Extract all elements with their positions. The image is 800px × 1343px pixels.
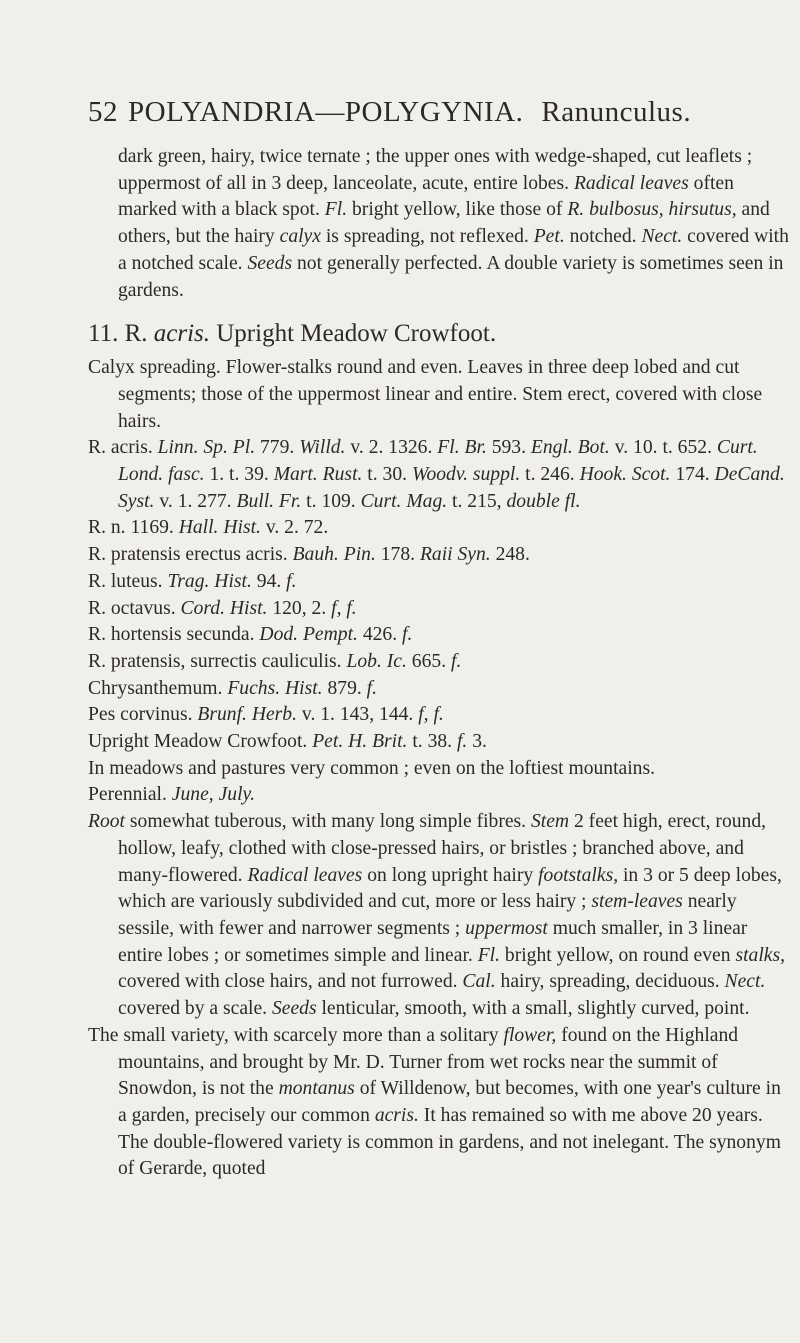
synonym-entry: R. octavus. Cord. Hist. 120, 2. f, f. [88, 597, 357, 619]
synonym-list [88, 435, 792, 755]
synonym-entry: R. n. 1169. Hall. Hist. v. 2. 72. [88, 517, 329, 539]
synonym-entry: Chrysanthemum. Fuchs. Hist. 879. f. [88, 677, 378, 699]
description-paragraph: Root somewhat tuberous, with many long simple fibres. Stem 2 feet high, erect, round, hollow, leafy, clothed with close-pressed hairs, or bristles ; branched above, and many-flowered. Radical leaves on long upright hairy footstalks, in 3 or 5 deep lobes, which are variously subdivided and cut, more or less hairy ; stem-leaves nearly sessile, with fewer and narrower segments ; uppermost much smaller, in 3 linear entire lobes ; or sometimes simple and linear. Fl. bright yellow, on round even stalks, covered with close hairs, and not furrowed. Cal. hairy, spreading, deciduous. Nect. covered by a scale. Seeds lenticular, smooth, with a small, slightly curved, point. [88, 811, 785, 1020]
body-text [88, 144, 792, 1183]
remarks-paragraph: The small variety, with scarcely more than a solitary flower, found on the Highland mountains, and brought by Mr. D. Turner from wet rocks near the summit of Snowdon, is not the montanus of Willdenow, but becomes, with one year's culture in a garden, precisely our common acris. It has remained so with me above 20 years. The double-flowered variety is common in gardens, and not inelegant. The synonym of Gerarde, quoted [88, 1024, 781, 1180]
species-number: 11. R. [88, 320, 148, 348]
synonym-entry: Upright Meadow Crowfoot. Pet. H. Brit. t. 38. f. 3. [88, 731, 487, 753]
running-head [88, 96, 691, 129]
species-heading [88, 319, 792, 349]
synonym-entry: R. luteus. Trag. Hist. 94. f. [88, 570, 297, 592]
synonym-entry: R. pratensis erectus acris. Bauh. Pin. 178. Raii Syn. 248. [88, 544, 530, 566]
running-title: POLYANDRIA—POLYGYNIA. [128, 96, 524, 128]
species-diagnosis: Calyx spreading. Flower-stalks round and even. Leaves in three deep lobed and cut segments; those of the uppermost linear and entire. Stem erect, covered with close hairs. [88, 357, 763, 432]
page-number: 52 [88, 96, 118, 128]
habitat: In meadows and pastures very common ; even on the loftiest mountains. [88, 757, 656, 779]
synonym-entry: Pes corvinus. Brunf. Herb. v. 1. 143, 144. f, f. [88, 704, 444, 726]
species-common-name: Upright Meadow Crowfoot. [216, 320, 497, 348]
synonym-entry: R. hortensis secunda. Dod. Pempt. 426. f. [88, 624, 413, 646]
species-name: acris. [153, 320, 210, 348]
intro-paragraph: dark green, hairy, twice ternate ; the upper ones with wedge-shaped, cut leaflets ; uppermost of all in 3 deep, lanceolate, acute, entire lobes. Radical leaves often marked with a black spot. Fl. bright yellow, like those of R. bulbosus, hirsutus, and others, but the hairy calyx is spreading, not reflexed. Pet. notched. Nect. covered with a notched scale. Seeds not generally perfected. A double variety is sometimes seen in gardens. [118, 146, 789, 301]
running-genus: Ranunculus. [541, 96, 692, 128]
synonym-entry: R. acris. Linn. Sp. Pl. 779. Willd. v. 2. 1326. Fl. Br. 593. Engl. Bot. v. 10. t. 652. Curt. Lond. fasc. 1. t. 39. Mart. Rust. t. 30. Woodv. suppl. t. 246. Hook. Scot. 174. DeCand. Syst. v. 1. 277. Bull. Fr. t. 109. Curt. Mag. t. 215, double fl. [88, 437, 785, 512]
synonym-entry: R. pratensis, surrectis cauliculis. Lob. Ic. 665. f. [88, 650, 462, 672]
duration: Perennial. June, July. [88, 784, 256, 806]
